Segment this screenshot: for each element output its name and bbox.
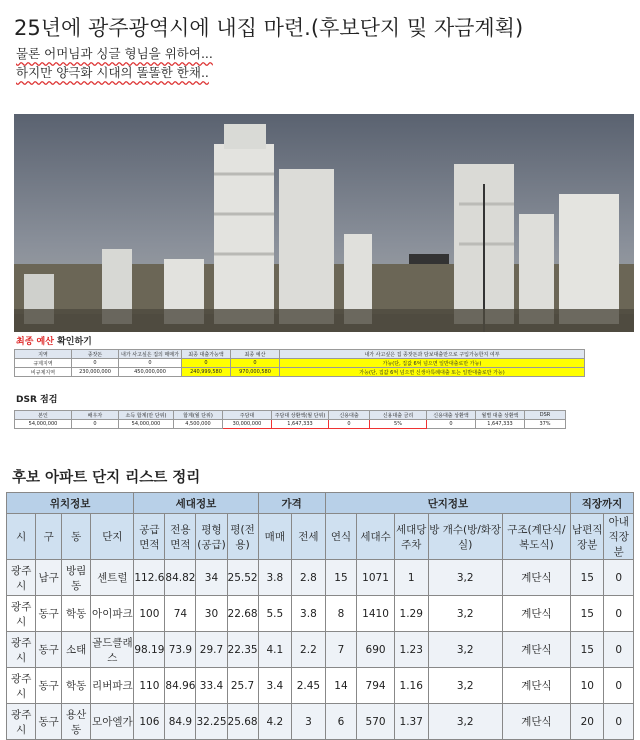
intro-line-1: 물론 어머님과 싱글 형님을 위하여... xyxy=(16,46,213,61)
group-complex: 단지정보 xyxy=(325,493,570,514)
table-row xyxy=(7,668,634,704)
table-cell: 0 xyxy=(604,632,634,668)
table-cell: 동구 xyxy=(36,596,62,632)
table-cell: 32.25 xyxy=(196,704,227,740)
table-cell: 계단식 xyxy=(502,632,570,668)
table-cell: 계단식 xyxy=(502,704,570,740)
dsr-table: 본인 배우자 소득 합계(만 단위) 합계(월 단위) 주담대 주담대 상환액(월 단위) 신용대출 신용대출 금리 신용대출 상환액 월별 대출 상환액 DSR 54,000,000 0 54,000,000 4,500,000 30,000,000 1,647,333 0 5% 0 1,647,333 37% xyxy=(14,410,634,429)
table-cell: 광주시 xyxy=(7,596,36,632)
table-cell: 1071 xyxy=(357,560,395,596)
budget-section-title: 최종 예산 확인하기 xyxy=(16,337,92,347)
column-header: 남편직장분 xyxy=(571,514,604,560)
table-row xyxy=(7,560,634,596)
column-header: 세대당주차 xyxy=(394,514,428,560)
table-cell: 계단식 xyxy=(502,560,570,596)
table-cell: 14 xyxy=(325,668,356,704)
table-cell: 29.7 xyxy=(196,632,227,668)
table-cell: 4.1 xyxy=(258,632,291,668)
table-cell: 3.8 xyxy=(258,560,291,596)
column-header: 구조(계단식/복도식) xyxy=(502,514,570,560)
table-cell: 3.4 xyxy=(258,668,291,704)
column-header: 매매 xyxy=(258,514,291,560)
table-cell: 1.16 xyxy=(394,668,428,704)
table-cell: 84.82 xyxy=(165,560,196,596)
table-cell: 15 xyxy=(325,560,356,596)
column-header: 평(전용) xyxy=(227,514,258,560)
table-cell: 5.5 xyxy=(258,596,291,632)
apt-list-title: 후보 아파트 단지 리스트 정리 xyxy=(12,470,201,486)
group-unit: 세대정보 xyxy=(134,493,258,514)
table-cell: 25.7 xyxy=(227,668,258,704)
table-cell: 0 xyxy=(604,596,634,632)
table-cell: 광주시 xyxy=(7,668,36,704)
table-cell: 3 xyxy=(292,704,326,740)
table-cell: 학동 xyxy=(61,668,90,704)
page-title: 25년에 광주광역시에 내집 마련.(후보단지 및 자금계획) xyxy=(14,16,524,40)
table-cell: 8 xyxy=(325,596,356,632)
table-cell: 794 xyxy=(357,668,395,704)
table-cell: 1.37 xyxy=(394,704,428,740)
table-cell: 2.2 xyxy=(292,632,326,668)
table-cell: 3,2 xyxy=(428,596,502,632)
column-header: 구 xyxy=(36,514,62,560)
table-cell: 15 xyxy=(571,632,604,668)
table-cell: 동구 xyxy=(36,632,62,668)
column-header: 단지 xyxy=(91,514,134,560)
table-cell: 1.29 xyxy=(394,596,428,632)
column-header: 동 xyxy=(61,514,90,560)
column-header: 전세 xyxy=(292,514,326,560)
column-header: 전용면적 xyxy=(165,514,196,560)
table-cell: 2.8 xyxy=(292,560,326,596)
table-cell: 0 xyxy=(604,560,634,596)
table-row xyxy=(7,596,634,632)
group-location: 위치정보 xyxy=(7,493,134,514)
table-cell: 100 xyxy=(134,596,165,632)
table-cell: 계단식 xyxy=(502,668,570,704)
table-cell: 학동 xyxy=(61,596,90,632)
table-cell: 리버파크 xyxy=(91,668,134,704)
table-cell: 15 xyxy=(571,596,604,632)
table-cell: 아이파크 xyxy=(91,596,134,632)
table-cell: 광주시 xyxy=(7,704,36,740)
table-row xyxy=(7,632,634,668)
table-cell: 3,2 xyxy=(428,704,502,740)
table-cell: 1.23 xyxy=(394,632,428,668)
table-cell: 30 xyxy=(196,596,227,632)
table-cell: 84.9 xyxy=(165,704,196,740)
table-cell: 98.19 xyxy=(134,632,165,668)
dsr-section-title: DSR 점검 xyxy=(16,395,58,405)
group-commute: 직장까지 xyxy=(571,493,634,514)
column-header: 평형(공급) xyxy=(196,514,227,560)
table-cell: 33.4 xyxy=(196,668,227,704)
table-cell: 센트럴 xyxy=(91,560,134,596)
table-cell: 1 xyxy=(394,560,428,596)
table-cell: 동구 xyxy=(36,668,62,704)
table-cell: 0 xyxy=(604,668,634,704)
table-cell: 2.45 xyxy=(292,668,326,704)
group-price: 가격 xyxy=(258,493,325,514)
table-cell: 방림동 xyxy=(61,560,90,596)
table-cell: 7 xyxy=(325,632,356,668)
table-cell: 84.96 xyxy=(165,668,196,704)
table-cell: 소태 xyxy=(61,632,90,668)
table-cell: 10 xyxy=(571,668,604,704)
table-cell: 6 xyxy=(325,704,356,740)
table-cell: 3,2 xyxy=(428,560,502,596)
table-cell: 106 xyxy=(134,704,165,740)
table-cell: 570 xyxy=(357,704,395,740)
table-cell: 690 xyxy=(357,632,395,668)
table-cell: 4.2 xyxy=(258,704,291,740)
table-cell: 20 xyxy=(571,704,604,740)
table-cell: 1410 xyxy=(357,596,395,632)
table-cell: 동구 xyxy=(36,704,62,740)
table-cell: 광주시 xyxy=(7,632,36,668)
table-cell: 34 xyxy=(196,560,227,596)
budget-table: 지역 종잣돈 내가 사고싶은 집의 매매가 최종 대출가능액 최종 예산 내가 사고싶은 집 종잣돈과 담보대출만으로 구입가능한지 여부 규제지역 0 0 0 0 가능(단, 집값 6억 넘으면 일반대출로만 가능) 비규제지역 230,000,000 450,000,000 240,999,580 970,000,580 가능(단, 집값 6억 넘으면 신생아특례대출 또는 일반대출로만 가능) xyxy=(14,349,634,377)
intro-line-2: 하지만 양극화 시대의 똘똘한 한채.. xyxy=(16,65,209,80)
apartment-photo xyxy=(14,114,634,332)
table-cell: 74 xyxy=(165,596,196,632)
table-cell: 15 xyxy=(571,560,604,596)
table-cell: 3,2 xyxy=(428,668,502,704)
column-header: 시 xyxy=(7,514,36,560)
table-cell: 25.52 xyxy=(227,560,258,596)
table-cell: 22.35 xyxy=(227,632,258,668)
table-cell: 용산동 xyxy=(61,704,90,740)
column-header: 아내직장분 xyxy=(604,514,634,560)
table-cell: 110 xyxy=(134,668,165,704)
table-cell: 남구 xyxy=(36,560,62,596)
column-header: 세대수 xyxy=(357,514,395,560)
column-header: 방 개수(방/화장실) xyxy=(428,514,502,560)
table-cell: 3,2 xyxy=(428,632,502,668)
table-cell: 모아엘가 xyxy=(91,704,134,740)
table-cell: 광주시 xyxy=(7,560,36,596)
table-cell: 3.8 xyxy=(292,596,326,632)
table-cell: 골드클래스 xyxy=(91,632,134,668)
apartment-table xyxy=(6,492,634,740)
table-row xyxy=(7,704,634,740)
column-header: 공급면적 xyxy=(134,514,165,560)
table-cell: 73.9 xyxy=(165,632,196,668)
table-cell: 0 xyxy=(604,704,634,740)
table-cell: 25.68 xyxy=(227,704,258,740)
table-cell: 112.6 xyxy=(134,560,165,596)
table-cell: 22.68 xyxy=(227,596,258,632)
column-header: 연식 xyxy=(325,514,356,560)
table-cell: 계단식 xyxy=(502,596,570,632)
